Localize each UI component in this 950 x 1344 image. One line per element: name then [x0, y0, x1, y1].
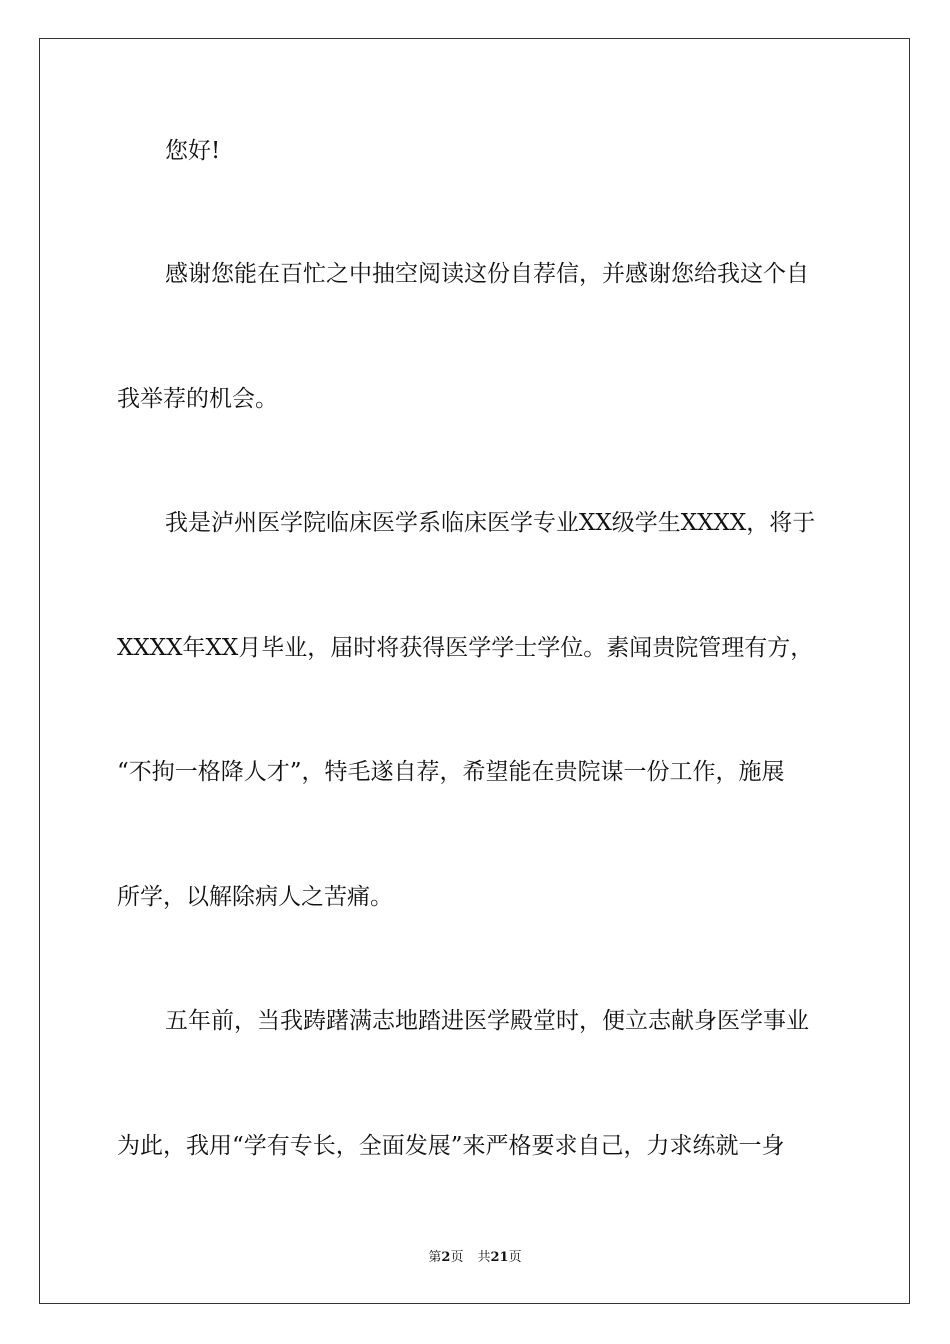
body-text-line-4: XXXX年XX月毕业，届时将获得医学学士学位。素闻贵院管理有方， [117, 635, 814, 661]
body-text-line-6: 所学，以解除病人之苦痛。 [117, 884, 393, 910]
total-pages-number: 21 [490, 1250, 509, 1265]
body-text-line-1: 感谢您能在百忙之中抽空阅读这份自荐信，并感谢您给我这个自 [165, 261, 809, 287]
body-text-line-2: 我举荐的机会。 [117, 386, 278, 412]
greeting-line: 您好! [165, 138, 221, 164]
page-suffix: 页 [450, 1250, 464, 1265]
body-text-line-5: “不拘一格降人才”，特毛遂自荐，希望能在贵院谋一份工作，施展 [117, 759, 785, 785]
current-page-number: 2 [441, 1250, 451, 1265]
body-text-line-8: 为此，我用“学有专长，全面发展”来严格要求自己，力求练就一身 [117, 1133, 785, 1159]
total-prefix: 共 [477, 1250, 491, 1265]
page-border [39, 38, 910, 1304]
total-suffix: 页 [508, 1250, 522, 1265]
body-text-line-7: 五年前，当我踌躇满志地踏进医学殿堂时，便立志献身医学事业 [165, 1008, 809, 1034]
page-footer [0, 1246, 950, 1265]
page-prefix: 第 [428, 1250, 442, 1265]
body-text-line-3: 我是泸州医学院临床医学系临床医学专业XX级学生XXXX，将于 [165, 510, 816, 536]
